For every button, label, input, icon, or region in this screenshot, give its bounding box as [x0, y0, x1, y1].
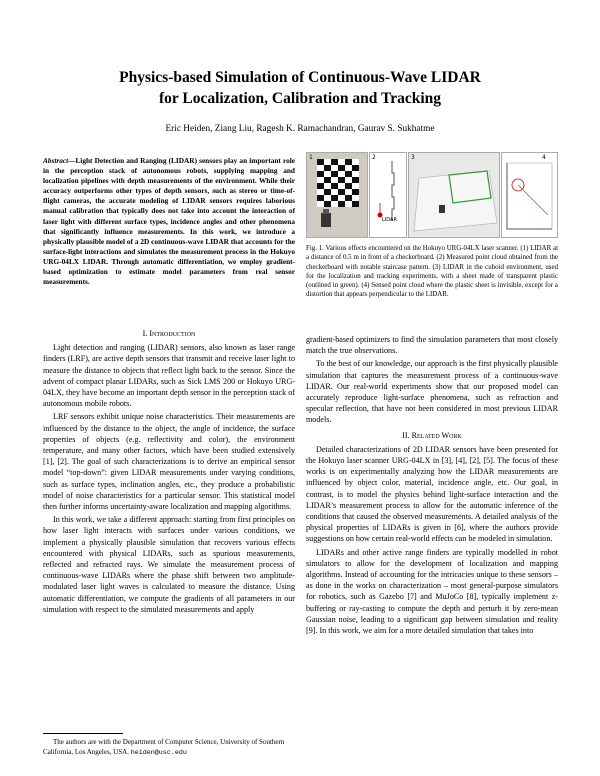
checkerboard-square	[324, 165, 331, 171]
checkerboard-square	[345, 171, 352, 177]
right-column	[306, 334, 558, 638]
footnote-rule	[43, 733, 123, 734]
staircase-pointcloud	[370, 153, 407, 238]
figure-panel-1-photo	[306, 152, 368, 238]
checkerboard-square	[338, 189, 345, 195]
checkerboard-square	[338, 201, 345, 207]
checkerboard-square	[331, 183, 338, 189]
checkerboard-square	[345, 165, 352, 171]
checkerboard-square	[345, 159, 352, 165]
body-paragraph: Detailed characterizations of 2D LIDAR sensors have been presented for the Hokuyo laser scanner URG-04LX in [3], [4], [2], [5]. The focus of these works is on experimentally analyzing how the LIDAR measurements are influenced by object color, material, incidence angle, etc. Our goal, in contrast, is to model the physics behind light-surface interaction and the LIDAR’s measurement process to allow for the automatic inference of the conditions that caused the observed measurements. A detailed analysis of the physical properties of LIDARs is given in [6], where the authors provide suggestions on how certain real-world effects can be modeled in simulation.	[306, 444, 558, 544]
panel-label-1: 1	[309, 154, 313, 161]
checkerboard-square	[352, 165, 359, 171]
body-paragraph: gradient-based optimizers to find the simulation parameters that most closely match the true observations.	[306, 335, 558, 356]
checkerboard-square	[324, 189, 331, 195]
checkerboard-square	[345, 201, 352, 207]
abstract-text: —Light Detection and Ranging (LIDAR) sensors play an important role in the perception stack of autonomous robots, supplying mapping and localization pipelines with depth measurements of the environment. While their accuracy outperforms other types of depth sensors, such as stereo or time-of-flight cameras, the accurate modeling of LIDAR sensors requires laborious manual calibration that typically does not take into account the interaction of laser light with different surface types, incidence angles and other phenomena that significantly influence measurements. In this work, we introduce a physically plausible model of a 2D continuous-wave LIDAR that accounts for the surface-light interactions and simulates the measurement process in the Hokuyo URG-04LX LIDAR. Through automatic differentiation, we employ gradient-based optimization to estimate model parameters from real sensor measurements.	[43, 156, 295, 287]
checkerboard-square	[331, 171, 338, 177]
checkerboard-square	[324, 177, 331, 183]
figure-caption: Fig. 1. Various effects encountered on the Hokuyo URG-04LX laser scanner. (1) LIDAR at a distance of 0.5 m in front of a checkerboard. (2) Measured point cloud obtained from the checkerboard with notable staircase pattern. (3) LIDAR in the cuboid environment, used for the localization and tracking experiments, with a sheet made of transparent plastic (outlined in green). (4) Sensed point cloud where the plastic sheet is invisible, except for a distortion that appears perpendicular to the LIDAR.	[306, 245, 558, 299]
body-paragraph: LRF sensors exhibit unique noise characteristics. Their measurements are influenced by the distance to the object, the angle of incidence, the surface properties of objects (e.g. reflectivity and color), the environment temperature, and many other factors, which have been studied extensively [1], [2]. The goal of such characterizations is to derive an empirical sensor model “top-down”: given LIDAR measurements under varying conditions, such as surface types, inclination angles, etc., they produce a probabilistic model of noise characteristics for a particular sensor. This statistical model then further informs uncertainty-aware localization and mapping algorithms.	[43, 412, 295, 512]
abstract	[43, 156, 295, 287]
figure-panel-2-pointcloud	[369, 152, 407, 238]
checkerboard-square	[317, 171, 324, 177]
checkerboard-square	[317, 201, 324, 207]
checkerboard-square	[317, 165, 324, 171]
checkerboard-square	[331, 159, 338, 165]
checkerboard-square	[324, 201, 331, 207]
body-paragraph: In this work, we take a different approach: starting from first principles on how laser light interacts with surfaces under various conditions, we implement a physically plausible simulation that recovers various effects encountered with physical LIDARs, such as spurious measurements, reflected and refracted rays. We simulate the measurement process of continuous-wave LIDARs where the phase shift between two amplitude-modulated laser light waves is calculated to measure the distance. Using automatic differentiation, we compute the gradients of all parameters in our simulation with respect to the simulated measurements and apply	[43, 515, 295, 614]
checkerboard-square	[317, 195, 324, 201]
sensed-pointcloud	[502, 153, 558, 238]
figure-1	[306, 152, 558, 238]
lidar-device-icon	[321, 213, 331, 227]
checkerboard-square	[317, 159, 324, 165]
checkerboard-square	[331, 189, 338, 195]
footnote-email[interactable]: heiden@usc.edu	[130, 748, 187, 757]
abstract-lead: Abstract	[43, 156, 69, 165]
paper-title-line-1: Physics-based Simulation of Continuous-Wave LIDAR	[119, 69, 481, 86]
figure-panel-4-pointcloud	[501, 152, 558, 238]
checkerboard-square	[324, 183, 331, 189]
checkerboard-square	[324, 171, 331, 177]
checkerboard-square	[345, 177, 352, 183]
panel-label-2: 2	[372, 154, 376, 161]
checkerboard-square	[324, 159, 331, 165]
footnote	[43, 738, 295, 758]
checkerboard-square	[331, 165, 338, 171]
checkerboard-square	[352, 177, 359, 183]
checkerboard-square	[331, 195, 338, 201]
checkerboard-square	[338, 183, 345, 189]
checkerboard-square	[331, 177, 338, 183]
checkerboard-square	[317, 177, 324, 183]
checkerboard-square	[345, 195, 352, 201]
checkerboard-icon	[317, 159, 359, 207]
section-heading-introduction: I. Introduction	[142, 329, 196, 338]
panel-label-3: 3	[411, 154, 415, 161]
checkerboard-square	[317, 183, 324, 189]
checkerboard-square	[352, 159, 359, 165]
checkerboard-square	[338, 177, 345, 183]
checkerboard-photo	[307, 153, 368, 238]
checkerboard-square	[352, 171, 359, 177]
checkerboard-square	[338, 195, 345, 201]
checkerboard-square	[352, 201, 359, 207]
checkerboard-square	[338, 165, 345, 171]
section-heading-related-work: II. Related Work	[402, 430, 462, 440]
paper-title-line-2: for Localization, Calibration and Tracking	[158, 90, 442, 107]
checkerboard-square	[352, 183, 359, 189]
paper-authors: Eric Heiden, Ziang Liu, Ragesh K. Ramachandran, Gaurav S. Sukhatme	[165, 124, 435, 134]
checkerboard-square	[324, 195, 331, 201]
footnote-text: The authors are with the Department of Computer Science, University of Southern California, Los Angeles, USA.	[43, 738, 285, 756]
checkerboard-square	[345, 183, 352, 189]
left-column	[43, 324, 295, 617]
cuboid-environment-photo	[409, 153, 500, 238]
checkerboard-square	[352, 195, 359, 201]
figure-panel-3-photo	[408, 152, 500, 238]
lidar-device-icon	[439, 205, 445, 213]
lidar-label: LIDAR	[382, 217, 397, 223]
checkerboard-square	[352, 189, 359, 195]
checkerboard-square	[331, 201, 338, 207]
checkerboard-square	[338, 159, 345, 165]
checkerboard-square	[345, 189, 352, 195]
body-paragraph: Light detection and ranging (LIDAR) sensors, also known as laser range finders (LRF), are active depth sensors that transmit and receive laser light to measure the distance to objects that reflect light back to the sensor. Since the advent of compact planar LIDARs, such as Sick LMS 200 or Hokuyo URG-04LX, they have become an important depth sensor in the perception stack of autonomous mobile robots.	[43, 343, 295, 409]
panel-label-4: 4	[542, 154, 546, 161]
checkerboard-square	[317, 189, 324, 195]
body-paragraph: LIDARs and other active range finders are typically modelled in robot simulators to allow for the development of localization and mapping algorithms. Instead of accounting for the intricacies unique to these sensors – as done in the works on characterization – most general-purpose simulators for robotics, such as Gazebo [7] and MuJoCo [8], typically implement z-buffering or ray-casting to compute the depth and perturb it by zero-mean Gaussian noise, leading to a significant gap between simulation and reality [9]. In this work, we aim for a more detailed simulation that takes into	[306, 547, 558, 636]
checkerboard-square	[338, 171, 345, 177]
body-paragraph: To the best of our knowledge, our approach is the first physically plausible simulation that captures the measurement process of a continuous-wave LIDAR. Our real-world experiments show that our proposed model can accurately reproduce light-surface phenomena, such as refraction and specular reflection, that have not been considered in most previous LIDAR models.	[306, 359, 558, 425]
